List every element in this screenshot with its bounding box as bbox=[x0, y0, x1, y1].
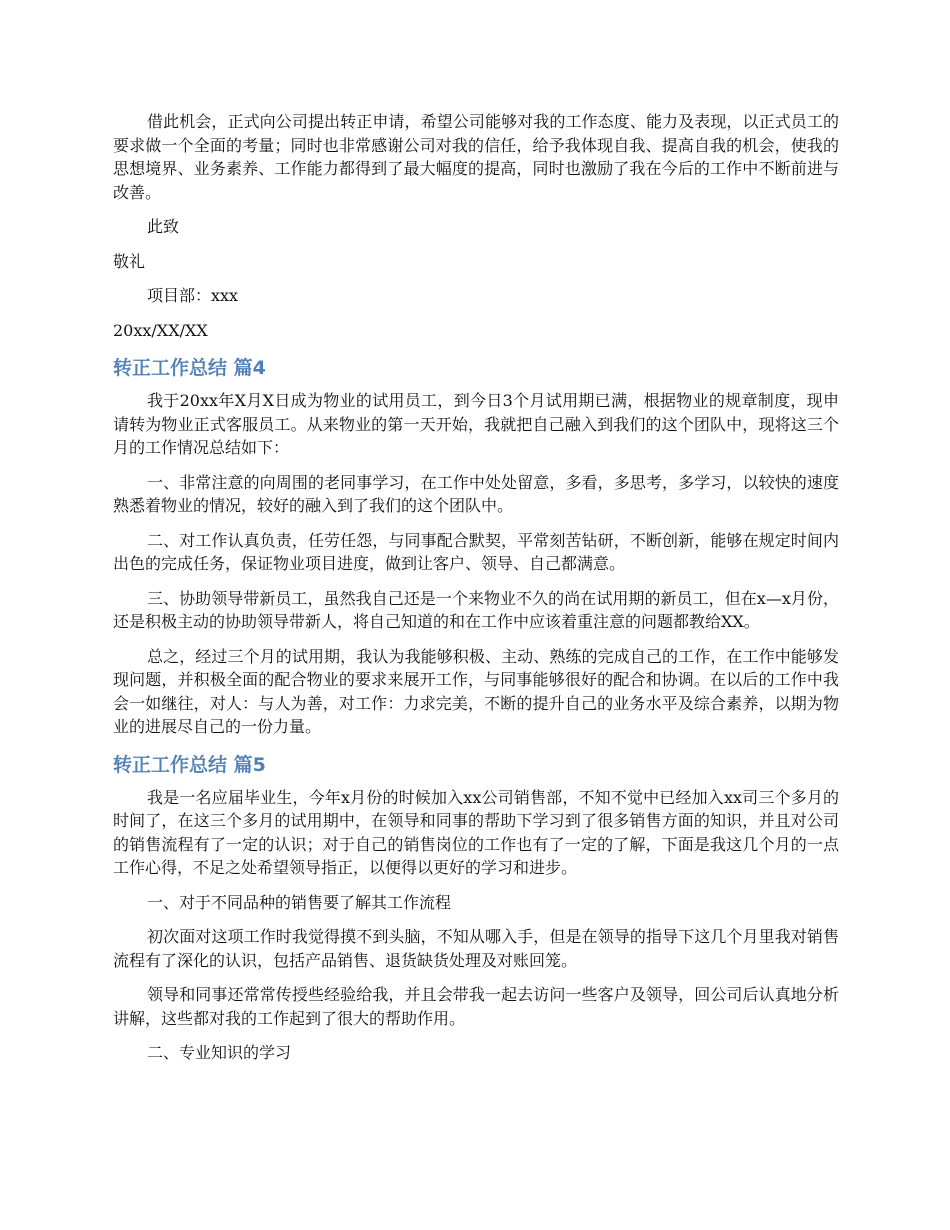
paragraph: 借此机会，正式向公司提出转正申请，希望公司能够对我的工作态度、能力及表现，以正式员工的要求做一个全面的考量；同时也非常感谢公司对我的信任，给予我体现自我、提高自我的机会，使我的思想境界、业务素养、工作能力都得到了最大幅度的提高，同时也激励了我在今后的工作中不断前进与改善。 bbox=[113, 112, 839, 202]
paragraph: 领导和同事还常常传授些经验给我，并且会带我一起去访问一些客户及领导，回公司后认真地分析讲解，这些都对我的工作起到了很大的帮助作用。 bbox=[113, 985, 839, 1028]
paragraph: 一、对于不同品种的销售要了解其工作流程 bbox=[147, 892, 452, 912]
paragraph: 总之，经过三个月的试用期，我认为我能够积极、主动、熟练的完成自己的工作，在工作中能够发现问题，并积极全面的配合物业的要求来展开工作，与同事能够很好的配合和协调。在以后的工作中我会一如继往，对人：与人为善，对工作：力求完美，不断的提升自己的业务水平及综合素养，以期为物业的进展尽自己的一份力量。 bbox=[113, 646, 839, 736]
paragraph: 二、对工作认真负责，任劳任怨，与同事配合默契，平常刻苦钻研，不断创新，能够在规定时间内出色的完成任务，保证物业项目进度，做到让客户、领导、自己都满意。 bbox=[113, 530, 839, 573]
section-heading: 转正工作总结 篇4 bbox=[113, 357, 266, 379]
closing-respect: 敬礼 bbox=[113, 251, 146, 271]
paragraph: 初次面对这项工作时我觉得摸不到头脑，不知从哪入手，但是在领导的指导下这几个月里我对销售流程有了深化的认识，包括产品销售、退货缺货处理及对账回笼。 bbox=[113, 927, 839, 970]
closing-salutation: 此致 bbox=[147, 217, 180, 236]
paragraph: 一、非常注意的向周围的老同事学习，在工作中处处留意，多看，多思考，多学习，以较快的速度熟悉着物业的情况，较好的融入到了我们的这个团队中。 bbox=[113, 472, 839, 515]
paragraph: 三、协助领导带新员工，虽然我自己还是一个来物业不久的尚在试用期的新员工，但在x—x月份，还是积极主动的协助领导带新人，将自己知道的和在工作中应该着重注意的问题都教给XX。 bbox=[113, 588, 839, 631]
signature-department: 项目部：xxx bbox=[147, 286, 239, 305]
section-heading: 转正工作总结 篇5 bbox=[113, 753, 266, 776]
paragraph: 我于20xx年X月X日成为物业的试用员工，到今日3个月试用期已满，根据物业的规章制度，现申请转为物业正式客服员工。从来物业的第一天开始，我就把自己融入到我们的这个团队中，现将这三个月的工作情况总结如下： bbox=[113, 391, 839, 457]
paragraph: 我是一名应届毕业生，今年x月份的时候加入xx公司销售部，不知不觉中已经加入xx司三个多月的时间了，在这三个多月的试用期中，在领导和同事的帮助下学习到了很多销售方面的知识，并且对公司的销售流程有了一定的认识；对于自己的销售岗位的工作也有了一定的了解，下面是我这几个月的一点工作心得，不足之处希望领导指正，以便得以更好的学习和进步。 bbox=[113, 787, 839, 877]
signature-date: 20xx/XX/XX bbox=[113, 320, 208, 340]
document-body bbox=[113, 110, 839, 1076]
paragraph: 二、专业知识的学习 bbox=[147, 1043, 292, 1062]
